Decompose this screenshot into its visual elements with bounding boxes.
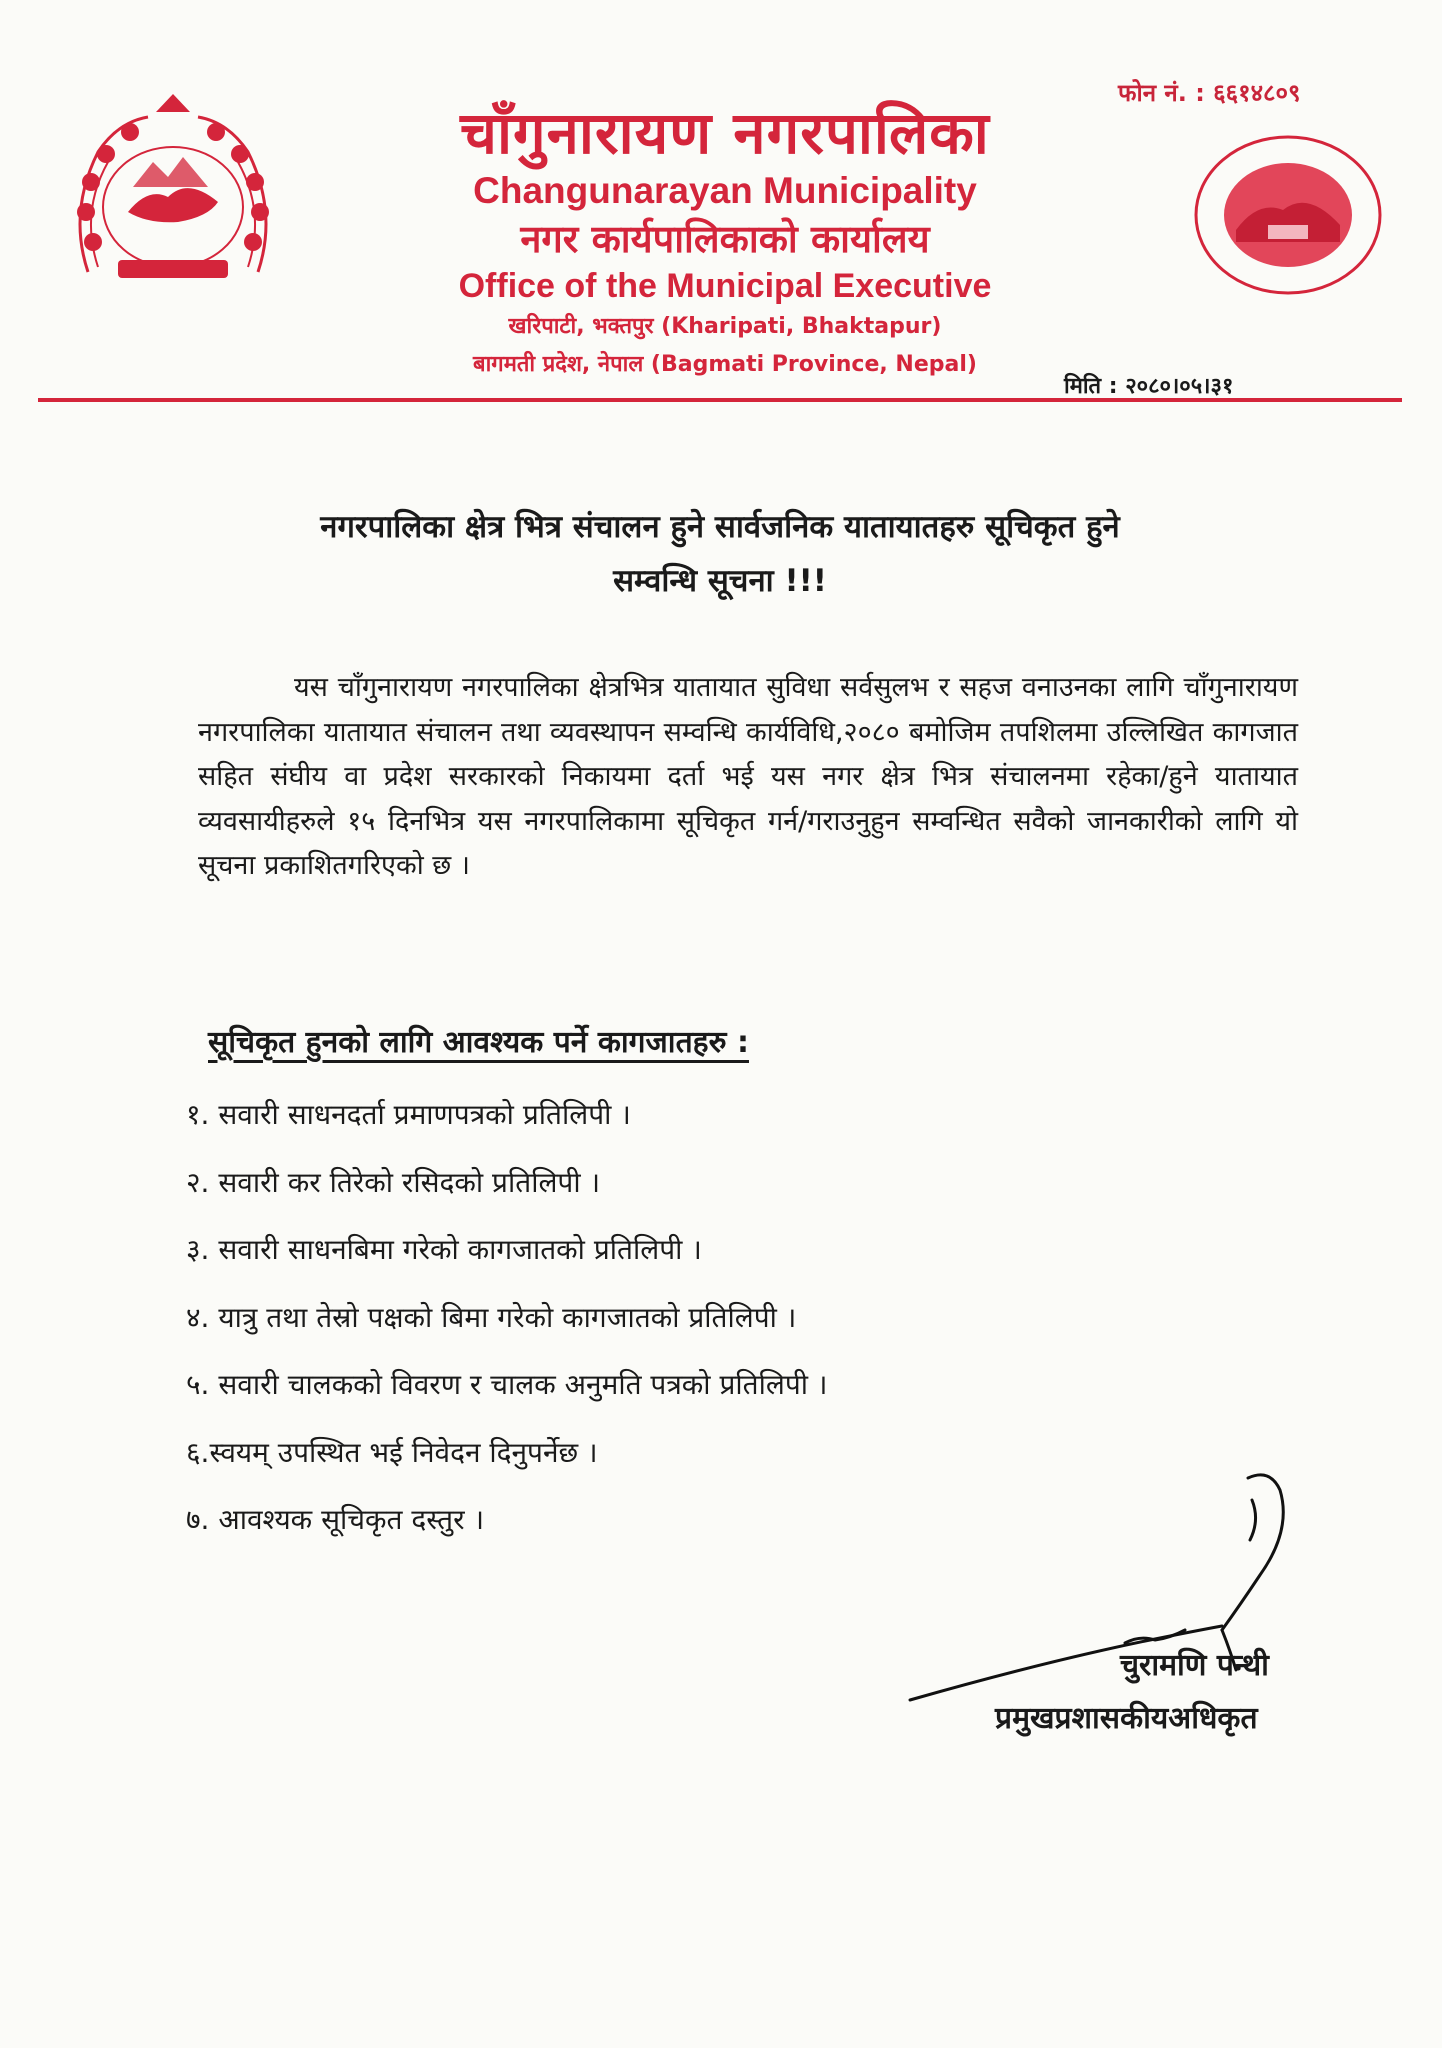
list-item: ४. यात्रु तथा तेस्रो पक्षको बिमा गरेको कागजातको प्रतिलिपी ।: [186, 1300, 797, 1334]
office-name-np: नगर कार्यपालिकाको कार्यालय: [520, 217, 930, 261]
list-item: १. सवारी साधनदर्ता प्रमाणपत्रको प्रतिलिपी ।: [186, 1098, 631, 1131]
notice-body: यस चाँगुनारायण नगरपालिका क्षेत्रभित्र यातायात सुविधा सर्वसुलभ र सहज वनाउनका लागि चाँगुनारायण नगरपालिका यातायात संचालन तथा व्यवस्थापन सम्वन्धि कार्यविधि,२०८० बमोजिम तपशिलमा उल्लिखित कागजात सहित संघीय वा प्रदेश सरकारको निकायमा दर्ता भई यस नगर क्षेत्र भित्र संचालनमा रहेका/हुने यातायात व्यवसायीहरुले १५ दिनभित्र यस नगरपालिकामा सूचिकृत गर्न/गराउनुहुन सम्वन्धित सवैको जानकारीको लागि यो सूचना प्रकाशितगरिएको छ ।: [198, 672, 1298, 881]
office-name-en: Office of the Municipal Executive: [458, 267, 992, 305]
municipality-name-np: चाँगुनारायण नगरपालिका: [460, 99, 990, 167]
list-item: ३. सवारी साधनबिमा गरेको कागजातको प्रतिलिपी ।: [186, 1233, 702, 1266]
list-item: २. सवारी कर तिरेको रसिदको प्रतिलिपी ।: [186, 1165, 601, 1199]
signatory-name: चुरामणि पन्थी: [1120, 1648, 1269, 1683]
requirements-heading: सूचिकृत हुनको लागि आवश्यक पर्ने कागजातहरु :: [208, 1025, 749, 1060]
municipality-seal-icon: [1188, 130, 1388, 300]
address: खरिपाटी, भक्तपुर (Kharipati, Bhaktapur): [508, 314, 942, 339]
province: बागमती प्रदेश, नेपाल (Bagmati Province, Nepal): [473, 352, 977, 377]
subject-line-1: नगरपालिका क्षेत्र भित्र संचालन हुने सार्वजनिक यातायातहरु सूचिकृत हुने: [320, 509, 1120, 545]
list-item: ७. आवश्यक सूचिकृत दस्तुर ।: [186, 1503, 485, 1536]
list-item: ६.स्वयम् उपस्थित भई निवेदन दिनुपर्नेछ ।: [186, 1435, 598, 1469]
letterhead: [300, 100, 1150, 384]
nepal-emblem-icon: [58, 92, 288, 292]
list-item: ५. सवारी चालकको विवरण र चालक अनुमति पत्रको प्रतिलिपी ।: [186, 1368, 828, 1401]
subject-line-2: सम्वन्धि सूचना !!!: [613, 563, 827, 599]
municipality-name-en: Changunarayan Municipality: [473, 170, 977, 211]
issue-date: मिति : २०८०।०५।३१: [1064, 374, 1234, 399]
phone-number: फोन नं. : ६६१४८०९: [1118, 79, 1301, 107]
notice-subject: [100, 500, 1340, 608]
signatory-title: प्रमुखप्रशासकीयअधिकृत: [995, 1701, 1258, 1736]
header-divider: [38, 398, 1402, 402]
requirements-list: [186, 1090, 828, 1563]
